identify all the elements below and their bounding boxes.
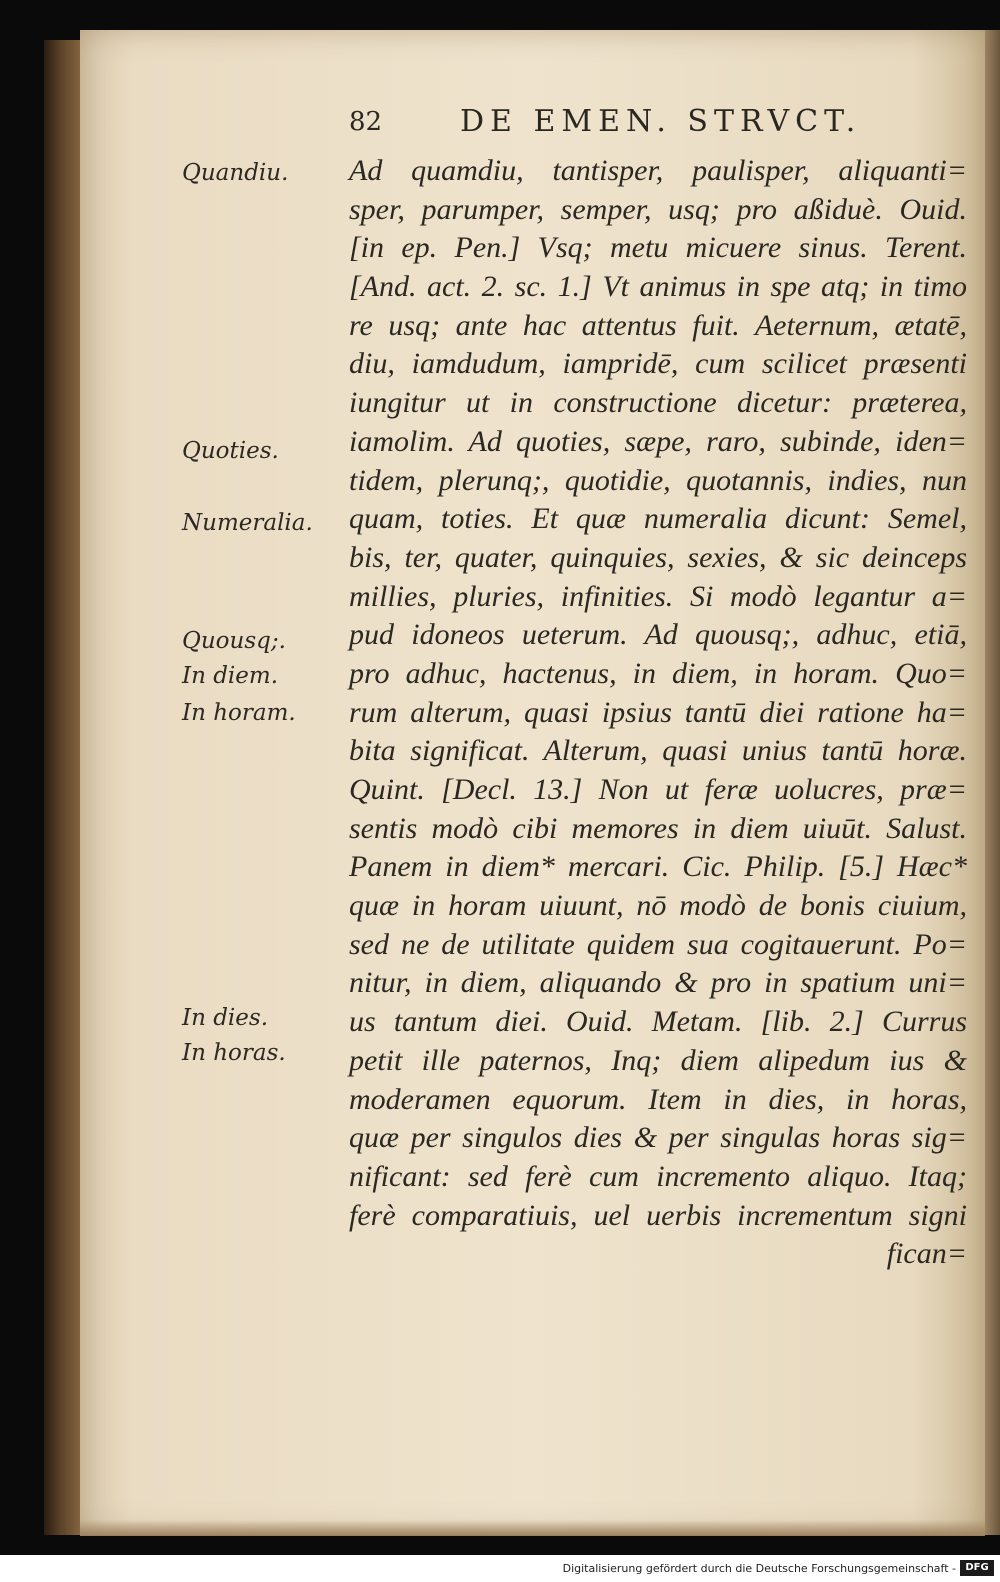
text-line: [And. act. 2. sc. 1.] Vt animus in spe atq; in timo xyxy=(349,270,967,304)
text-line: re usq; ante hac attentus fuit. Aeternum, ætatē, xyxy=(349,308,967,342)
text-line: sper, parumper, semper, usq; pro aßiduè. Ouid. xyxy=(349,192,967,226)
marginal-note: In horam. xyxy=(182,700,296,726)
text-line: rum alterum, quasi ipsius tantū diei ratione ha= xyxy=(349,695,967,729)
text-line: tidem, plerunq;, quotidie, quotannis, indies, nun xyxy=(349,463,967,497)
page-number: 82 xyxy=(349,107,383,137)
text-line: us tantum diei. Ouid. Metam. [lib. 2.] Currus xyxy=(349,1005,967,1039)
marginal-note: Quoties. xyxy=(182,438,279,464)
text-line: sentis modò cibi memores in diem uiuūt. Salust. xyxy=(349,811,967,845)
text-line: pro adhuc, hactenus, in diem, in horam. Quo= xyxy=(349,656,967,690)
marginal-note: Numeralia. xyxy=(182,510,313,536)
running-head: DE EMEN. STRVCT. xyxy=(460,104,862,139)
dfg-logo: DFG xyxy=(960,1560,994,1576)
text-line: quæ in horam uiuunt, nō modò de bonis ciuium, xyxy=(349,889,967,923)
marginal-note: In horas. xyxy=(182,1040,286,1066)
marginal-note: Quousq;. xyxy=(182,628,286,654)
marginal-note: Quandiu. xyxy=(182,160,289,186)
text-line: bita significat. Alterum, quasi unius tantū horæ. xyxy=(349,734,967,768)
text-line: Quint. [Decl. 13.] Non ut feræ uolucres, præ= xyxy=(349,773,967,806)
text-line: nificant: sed ferè cum incremento aliquo. Itaq; xyxy=(349,1159,967,1193)
text-line: ferè comparatiuis, uel uerbis incrementum signi xyxy=(349,1198,967,1232)
text-line: petit ille paternos, Inq; diem alipedum ius & xyxy=(349,1043,967,1077)
text-line: iamolim. Ad quoties, sæpe, raro, subinde, iden= xyxy=(349,424,967,458)
text-line: Panem in diem* mercari. Cic. Philip. [5.] Hæc* xyxy=(349,850,967,884)
book-spine-edge xyxy=(44,40,84,1535)
marginal-note: In diem. xyxy=(182,663,279,689)
text-line: bis, ter, quater, quinquies, sexies, & sic deinceps xyxy=(349,540,967,574)
page-bottom-shadow xyxy=(80,1520,985,1536)
text-line: sed ne de utilitate quidem sua cogitauerunt. Po= xyxy=(349,927,967,961)
digitization-credit: Digitalisierung gefördert durch die Deutsche Forschungsgemeinschaft - xyxy=(562,1562,956,1575)
text-line: [in ep. Pen.] Vsq; metu micuere sinus. Terent. xyxy=(349,231,967,265)
text-line: quæ per singulos dies & per singulas horas sig= xyxy=(349,1121,967,1155)
text-line: diu, iamdudum, iampridē, cum scilicet præsenti xyxy=(349,347,967,381)
main-text-block xyxy=(349,152,967,1274)
text-line: moderamen equorum. Item in dies, in horas, xyxy=(349,1082,967,1116)
text-line: iungitur ut in constructione dicetur: præterea, xyxy=(349,386,967,420)
text-line: quam, toties. Et quæ numeralia dicunt: Semel, xyxy=(349,502,967,536)
marginal-note: In dies. xyxy=(182,1005,269,1031)
text-line: Ad quamdiu, tantisper, paulisper, aliquanti= xyxy=(349,154,967,187)
page-fore-edge xyxy=(985,30,1000,1535)
text-line: pud idoneos ueterum. Ad quousq;, adhuc, etiā, xyxy=(349,618,967,652)
text-line: nitur, in diem, aliquando & pro in spatium uni= xyxy=(349,966,967,1000)
text-line: millies, pluries, infinities. Si modò legantur a= xyxy=(349,579,967,613)
catchword: fican= xyxy=(886,1237,967,1271)
